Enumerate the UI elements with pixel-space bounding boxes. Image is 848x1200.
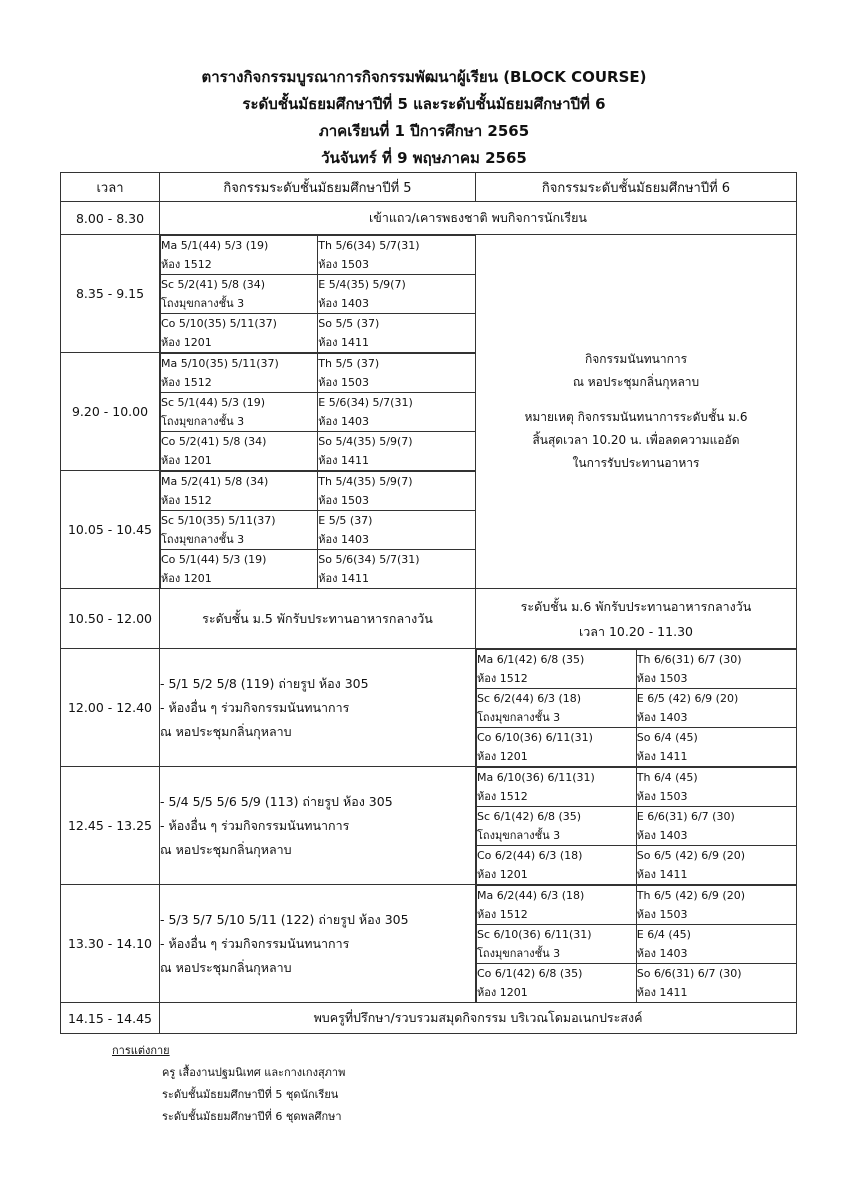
rotation-cell: Th 5/4(35) 5/9(7) ห้อง 1503 xyxy=(318,472,475,511)
attire-item: ระดับชั้นมัธยมศึกษาปีที่ 6 ชุดพลศึกษา xyxy=(162,1110,342,1123)
rotation-cell: Sc 5/2(41) 5/8 (34) โถงมุขกลางชั้น 3 xyxy=(161,275,318,314)
rotation-cell: Sc 5/1(44) 5/3 (19) โถงมุขกลางชั้น 3 xyxy=(161,393,318,432)
photo-line: - ห้องอื่น ๆ ร่วมกิจกรรมนันทนาการ xyxy=(160,699,350,715)
table-header-row xyxy=(61,173,797,202)
m5-rotation-slot1 xyxy=(160,235,476,353)
rotation-cell: E 5/5 (37) ห้อง 1403 xyxy=(318,511,475,550)
rotation-cell: Ma 5/1(44) 5/3 (19) ห้อง 1512 xyxy=(161,236,318,275)
title-line-3: ภาคเรียนที่ 1 ปีการศึกษา 2565 xyxy=(318,122,530,140)
table-row xyxy=(61,767,797,885)
rotation-cell: Co 5/10(35) 5/11(37) ห้อง 1201 xyxy=(161,314,318,353)
photo-line: - ห้องอื่น ๆ ร่วมกิจกรรมนันทนาการ xyxy=(160,817,350,833)
m6-note-line: หมายเหตุ กิจกรรมนันทนาการระดับชั้น ม.6 xyxy=(524,410,748,424)
document-header xyxy=(0,64,848,172)
table-row xyxy=(61,235,797,353)
time-cell: 10.05 - 10.45 xyxy=(61,471,160,589)
rotation-cell: E 6/5 (42) 6/9 (20) ห้อง 1403 xyxy=(636,689,796,728)
time-cell: 8.00 - 8.30 xyxy=(61,202,160,235)
attire-section xyxy=(112,1040,345,1128)
m6-rotation-slot4 xyxy=(476,649,797,767)
rotation-cell: Ma 5/10(35) 5/11(37) ห้อง 1512 xyxy=(161,354,318,393)
m5-rotation-slot3 xyxy=(160,471,476,589)
rotation-cell: Sc 6/10(36) 6/11(31) โถงมุขกลางชั้น 3 xyxy=(477,925,637,964)
rotation-cell: Sc 6/2(44) 6/3 (18) โถงมุขกลางชั้น 3 xyxy=(477,689,637,728)
rotation-cell: So 6/4 (45) ห้อง 1411 xyxy=(636,728,796,767)
photo-line: ณ หอประชุมกลิ่นกุหลาบ xyxy=(160,841,292,857)
rotation-cell: So 5/6(34) 5/7(31) ห้อง 1411 xyxy=(318,550,475,589)
time-cell: 14.15 - 14.45 xyxy=(61,1003,160,1034)
time-cell: 9.20 - 10.00 xyxy=(61,353,160,471)
rotation-cell: E 6/4 (45) ห้อง 1403 xyxy=(636,925,796,964)
m5-photo-cell xyxy=(160,767,476,885)
m6-note-line: สิ้นสุดเวลา 10.20 น. เพื่อลดความแออัด xyxy=(532,433,740,447)
rotation-cell: Th 5/6(34) 5/7(31) ห้อง 1503 xyxy=(318,236,475,275)
table-row xyxy=(61,1003,797,1034)
advisor-meeting-cell: พบครูที่ปรึกษา/รวบรวมสมุดกิจกรรม บริเวณโดมอเนกประสงค์ xyxy=(160,1003,797,1034)
attire-title: การแต่งกาย xyxy=(112,1044,170,1057)
rotation-grid xyxy=(476,885,796,1002)
attire-item: ระดับชั้นมัธยมศึกษาปีที่ 5 ชุดนักเรียน xyxy=(162,1088,339,1101)
assembly-cell: เข้าแถว/เคารพธงชาติ พบกิจการนักเรียน xyxy=(160,202,797,235)
m6-location-line: ณ หอประชุมกลิ่นกุหลาบ xyxy=(572,375,700,389)
col-header-time: เวลา xyxy=(61,173,160,202)
rotation-cell: Co 5/1(44) 5/3 (19) ห้อง 1201 xyxy=(161,550,318,589)
table-row xyxy=(61,649,797,767)
table-row xyxy=(61,885,797,1003)
rotation-cell: Co 6/1(42) 6/8 (35) ห้อง 1201 xyxy=(477,964,637,1003)
m5-lunch-cell: ระดับชั้น ม.5 พักรับประทานอาหารกลางวัน xyxy=(160,589,476,649)
m6-lunch-time: เวลา 10.20 - 11.30 xyxy=(579,623,693,639)
m6-rotation-slot6 xyxy=(476,885,797,1003)
rotation-cell: Ma 6/1(42) 6/8 (35) ห้อง 1512 xyxy=(477,650,637,689)
rotation-grid xyxy=(476,767,796,884)
time-cell: 13.30 - 14.10 xyxy=(61,885,160,1003)
photo-line: - 5/3 5/7 5/10 5/11 (122) ถ่ายรูป ห้อง 305 xyxy=(160,911,409,927)
rotation-cell: Co 6/10(36) 6/11(31) ห้อง 1201 xyxy=(477,728,637,767)
rotation-cell: So 5/5 (37) ห้อง 1411 xyxy=(318,314,475,353)
rotation-cell: Sc 6/1(42) 6/8 (35) โถงมุขกลางชั้น 3 xyxy=(477,807,637,846)
rotation-cell: Ma 5/2(41) 5/8 (34) ห้อง 1512 xyxy=(161,472,318,511)
m6-note-line: ในการรับประทานอาหาร xyxy=(572,456,700,470)
rotation-grid xyxy=(160,235,475,352)
rotation-cell: Ma 6/2(44) 6/3 (18) ห้อง 1512 xyxy=(477,886,637,925)
photo-line: - 5/1 5/2 5/8 (119) ถ่ายรูป ห้อง 305 xyxy=(160,675,369,691)
attire-item: ครู เสื้องานปฐมนิเทศ และกางเกงสุภาพ xyxy=(162,1066,346,1079)
m6-lunch-cell xyxy=(476,589,797,649)
rotation-grid xyxy=(160,471,475,588)
m5-photo-cell xyxy=(160,649,476,767)
rotation-cell: Th 5/5 (37) ห้อง 1503 xyxy=(318,354,475,393)
time-cell: 12.00 - 12.40 xyxy=(61,649,160,767)
title-line-1: ตารางกิจกรรมบูรณาการกิจกรรมพัฒนาผู้เรียน (BLOCK COURSE) xyxy=(201,68,647,86)
m6-recreation-cell xyxy=(476,235,797,589)
schedule-table xyxy=(60,172,797,1034)
rotation-cell: E 5/6(34) 5/7(31) ห้อง 1403 xyxy=(318,393,475,432)
photo-line: - ห้องอื่น ๆ ร่วมกิจกรรมนันทนาการ xyxy=(160,935,350,951)
m6-rotation-slot5 xyxy=(476,767,797,885)
rotation-cell: So 6/5 (42) 6/9 (20) ห้อง 1411 xyxy=(636,846,796,885)
rotation-cell: Co 5/2(41) 5/8 (34) ห้อง 1201 xyxy=(161,432,318,471)
rotation-grid xyxy=(476,649,796,766)
m6-lunch-line: ระดับชั้น ม.6 พักรับประทานอาหารกลางวัน xyxy=(520,598,752,614)
rotation-cell: Th 6/4 (45) ห้อง 1503 xyxy=(636,768,796,807)
col-header-m5: กิจกรรมระดับชั้นมัธยมศึกษาปีที่ 5 xyxy=(160,173,476,202)
rotation-cell: Co 6/2(44) 6/3 (18) ห้อง 1201 xyxy=(477,846,637,885)
rotation-cell: Th 6/6(31) 6/7 (30) ห้อง 1503 xyxy=(636,650,796,689)
m5-photo-cell xyxy=(160,885,476,1003)
title-line-4: วันจันทร์ ที่ 9 พฤษภาคม 2565 xyxy=(321,149,527,167)
time-cell: 8.35 - 9.15 xyxy=(61,235,160,353)
photo-line: ณ หอประชุมกลิ่นกุหลาบ xyxy=(160,959,292,975)
m6-activity-line: กิจกรรมนันทนาการ xyxy=(584,352,688,366)
rotation-cell: E 6/6(31) 6/7 (30) ห้อง 1403 xyxy=(636,807,796,846)
time-cell: 12.45 - 13.25 xyxy=(61,767,160,885)
time-cell: 10.50 - 12.00 xyxy=(61,589,160,649)
rotation-cell: So 5/4(35) 5/9(7) ห้อง 1411 xyxy=(318,432,475,471)
rotation-cell: So 6/6(31) 6/7 (30) ห้อง 1411 xyxy=(636,964,796,1003)
rotation-grid xyxy=(160,353,475,470)
table-row xyxy=(61,589,797,649)
photo-line: ณ หอประชุมกลิ่นกุหลาบ xyxy=(160,723,292,739)
rotation-cell: Ma 6/10(36) 6/11(31) ห้อง 1512 xyxy=(477,768,637,807)
photo-line: - 5/4 5/5 5/6 5/9 (113) ถ่ายรูป ห้อง 305 xyxy=(160,793,393,809)
rotation-cell: Sc 5/10(35) 5/11(37) โถงมุขกลางชั้น 3 xyxy=(161,511,318,550)
title-line-2: ระดับชั้นมัธยมศึกษาปีที่ 5 และระดับชั้นมัธยมศึกษาปีที่ 6 xyxy=(242,95,606,113)
m5-rotation-slot2 xyxy=(160,353,476,471)
col-header-m6: กิจกรรมระดับชั้นมัธยมศึกษาปีที่ 6 xyxy=(476,173,797,202)
rotation-cell: Th 6/5 (42) 6/9 (20) ห้อง 1503 xyxy=(636,886,796,925)
table-row xyxy=(61,202,797,235)
rotation-cell: E 5/4(35) 5/9(7) ห้อง 1403 xyxy=(318,275,475,314)
